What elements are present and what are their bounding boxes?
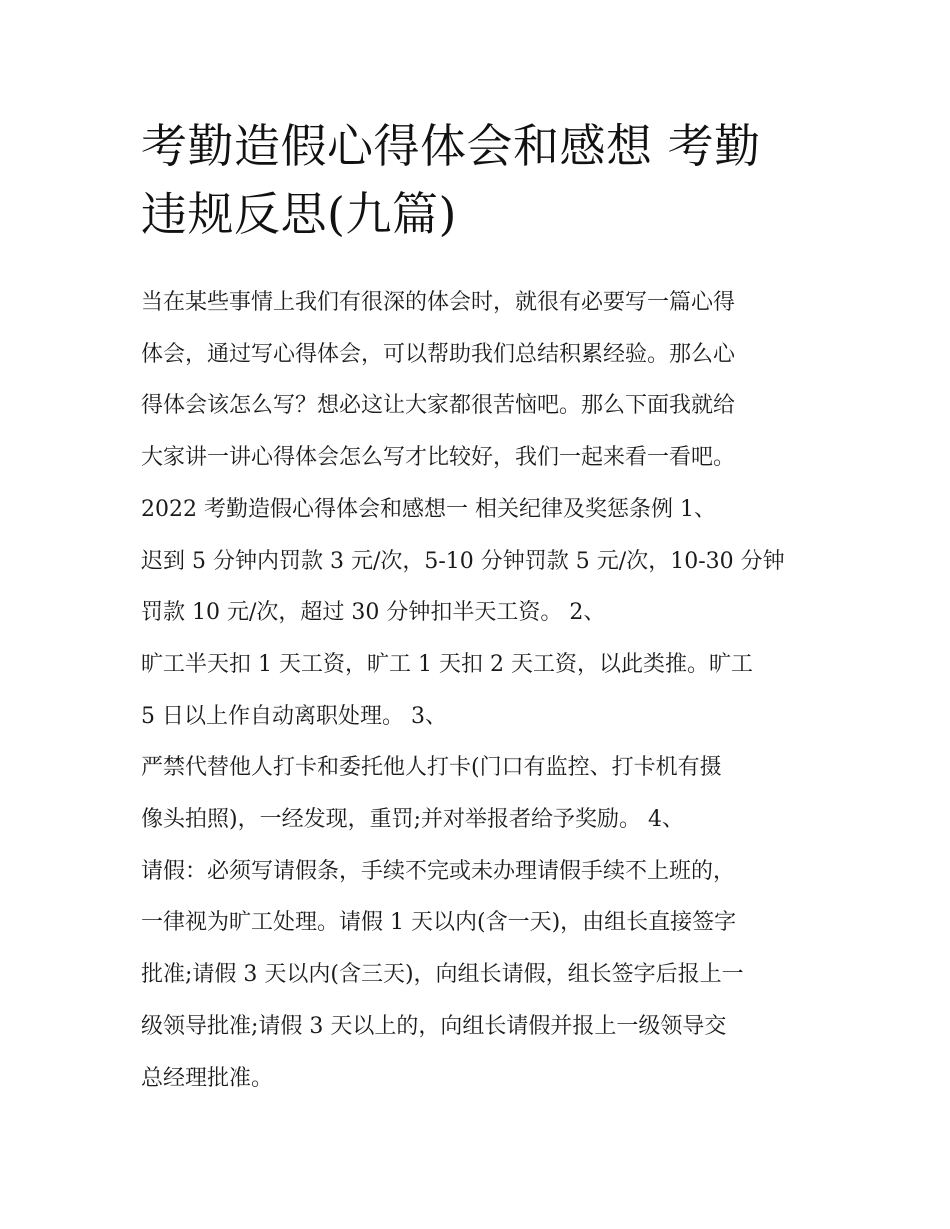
title-line: 违规反思(九篇) [141, 187, 457, 241]
body-line: 得体会该怎么写？想必这让大家都很苦恼吧。那么下面我就给 [141, 393, 736, 419]
body-line: 体会，通过写心得体会，可以帮助我们总结积累经验。那么心 [141, 341, 736, 367]
body-line: 罚款 10 元/次，超过 30 分钟扣半天工资。 2、 [141, 600, 606, 626]
body-line: 迟到 5 分钟内罚款 3 元/次，5-10 分钟罚款 5 元/次，10-30 分钟 [141, 548, 785, 574]
body-line: 请假：必须写请假条，手续不完或未办理请假手续不上班的， [141, 858, 736, 884]
body-line: 严禁代替他人打卡和委托他人打卡(门口有监控、打卡机有摄 [141, 755, 722, 781]
body-line: 一律视为旷工处理。请假 1 天以内(含一天)，由组长直接签字 [141, 910, 737, 936]
body-line: 总经理批准。 [141, 1065, 274, 1091]
body-line: 2022 考勤造假心得体会和感想一 相关纪律及奖惩条例 1、 [141, 496, 716, 522]
body-line: 大家讲一讲心得体会怎么写才比较好，我们一起来看一看吧。 [141, 445, 736, 471]
body-line: 批准;请假 3 天以内(含三天)，向组长请假，组长签字后报上一 [141, 962, 744, 988]
body-line: 像头拍照)，一经发现，重罚;并对举报者给予奖励。 4、 [141, 807, 684, 833]
body-line: 旷工半天扣 1 天工资，旷工 1 天扣 2 天工资，以此类推。旷工 [141, 651, 753, 677]
document-body [141, 277, 821, 1104]
document-title [141, 112, 821, 248]
body-line: 级领导批准;请假 3 天以上的，向组长请假并报上一级领导交 [141, 1013, 727, 1039]
body-line: 5 日以上作自动离职处理。 3、 [141, 703, 447, 729]
body-line: 当在某些事情上我们有很深的体会时，就很有必要写一篇心得 [141, 290, 736, 315]
title-line: 考勤造假心得体会和感想 考勤 [141, 119, 761, 173]
